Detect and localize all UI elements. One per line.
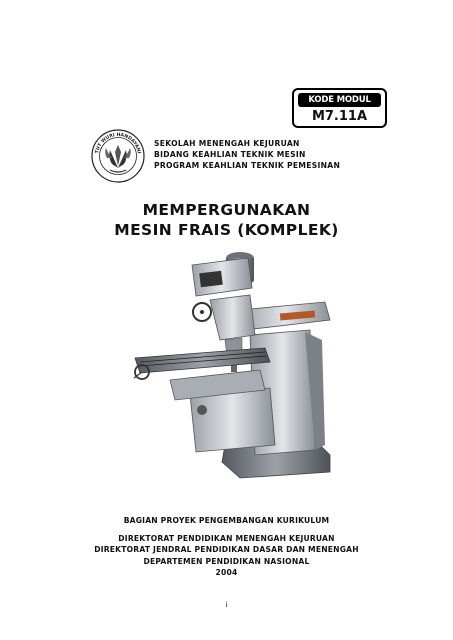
- document-title: [0, 200, 453, 240]
- footer-year: 2004: [215, 568, 238, 577]
- title-line-2: MESIN FRAIS (KOMPLEK): [114, 221, 339, 239]
- title-line-1: MEMPERGUNAKAN: [142, 201, 311, 219]
- emblem-text: TUT WURI HANDAYANI: [95, 132, 141, 155]
- module-code-box: [292, 88, 387, 128]
- module-code-value: M7.11A: [311, 109, 368, 124]
- school-line-3: PROGRAM KEAHLIAN TEKNIK PEMESINAN: [154, 161, 341, 170]
- module-code-label: KODE MODUL: [298, 93, 381, 107]
- footer-line-2: DIREKTORAT PENDIDIKAN MENENGAH KEJURUAN: [118, 533, 335, 543]
- footer-line-4: DEPARTEMEN PENDIDIKAN NASIONAL: [143, 556, 310, 566]
- school-header: [154, 138, 340, 171]
- tut-wuri-handayani-emblem-icon: [90, 128, 146, 184]
- footer-block: [0, 515, 453, 579]
- school-line-2: BIDANG KEAHLIAN TEKNIK MESIN: [154, 150, 306, 159]
- footer-line-3: DIREKTORAT JENDRAL PENDIDIKAN DASAR DAN MENENGAH: [94, 545, 359, 554]
- page-number: i: [225, 601, 228, 609]
- footer-line-1: BAGIAN PROYEK PENGEMBANGAN KURIKULUM: [123, 516, 330, 525]
- school-line-1: SEKOLAH MENENGAH KEJURUAN: [154, 139, 300, 148]
- milling-machine-icon: [130, 240, 340, 485]
